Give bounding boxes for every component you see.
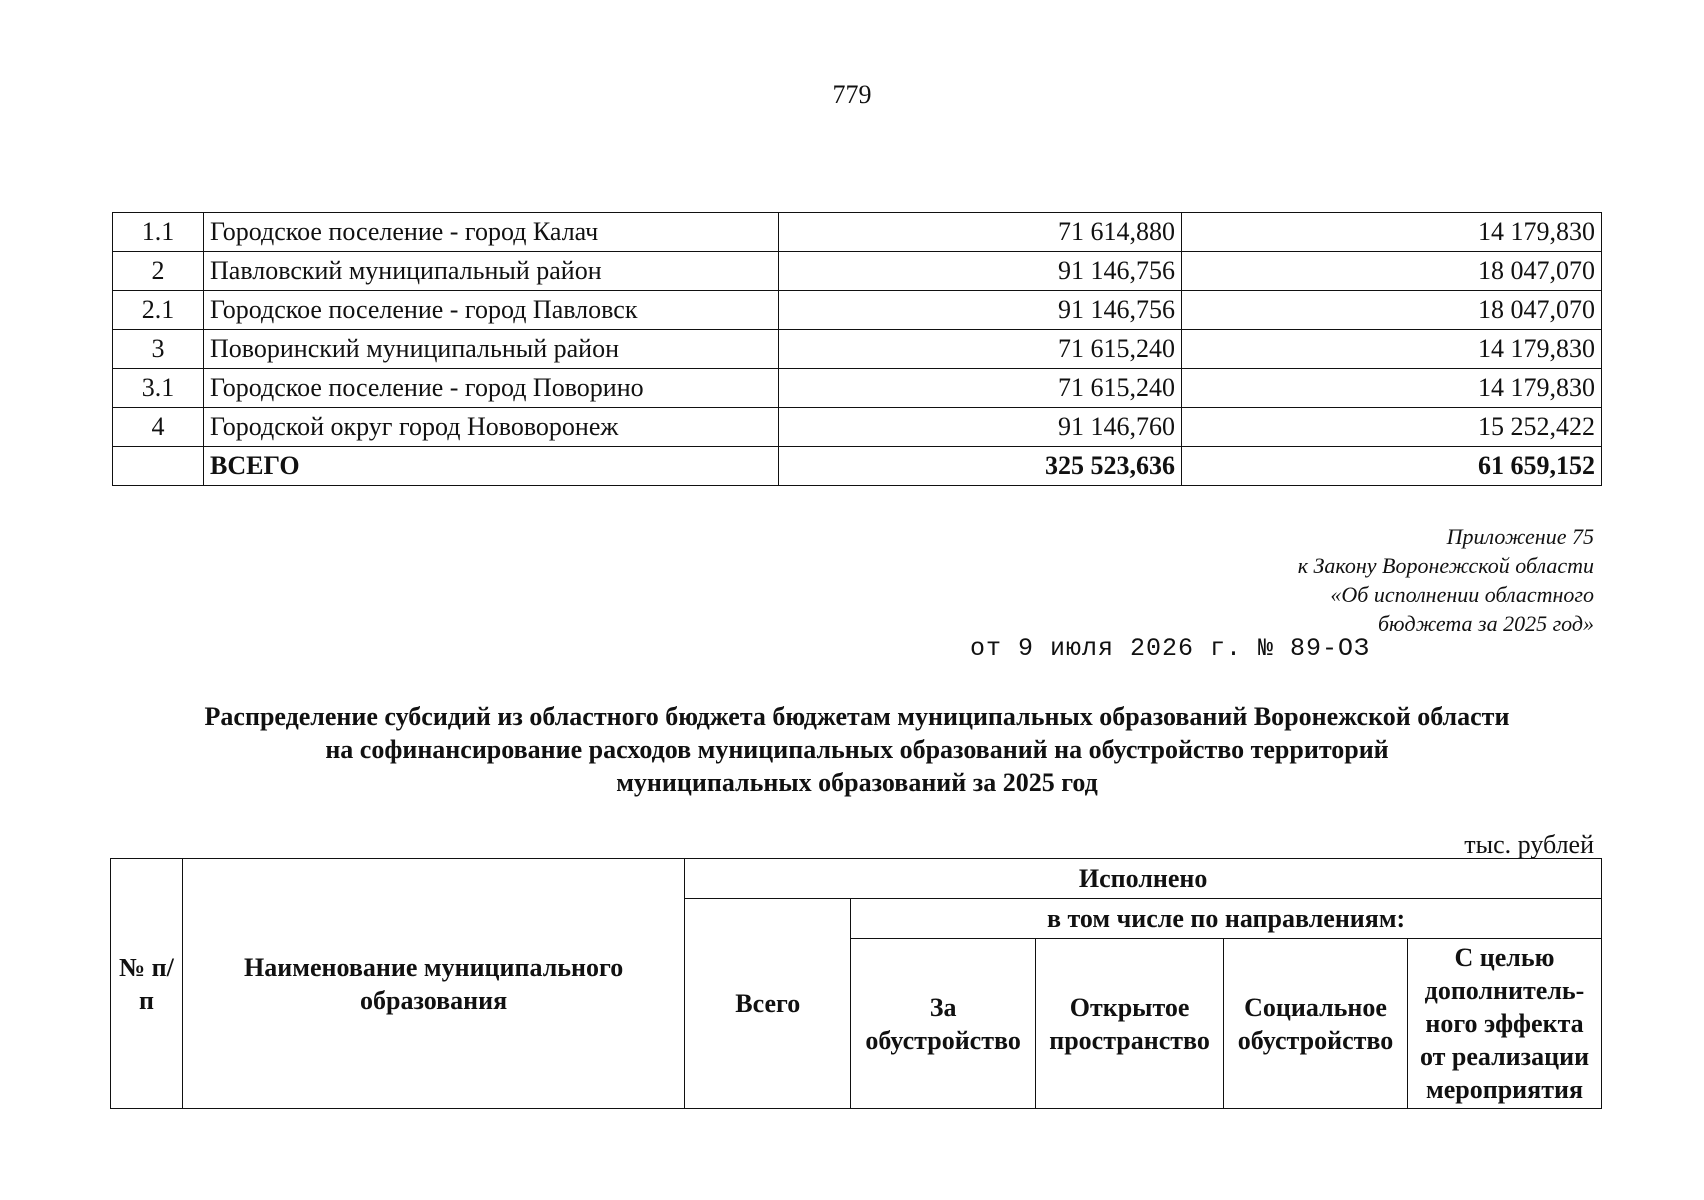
- header-total: Всего: [685, 899, 851, 1109]
- municipality-name: Городское поселение - город Поворино: [204, 369, 779, 408]
- annex-line: «Об исполнении областного: [1330, 582, 1594, 607]
- page-number: 779: [832, 80, 872, 109]
- municipality-name: Городское поселение - город Павловск: [204, 291, 779, 330]
- table-row: [113, 291, 1602, 330]
- total-value: 325 523,636: [779, 447, 1182, 486]
- table-row: [113, 369, 1602, 408]
- row-number: 3: [113, 330, 204, 369]
- annex-line: к Закону Воронежской области: [1297, 553, 1594, 578]
- continuation-table: [112, 212, 1602, 486]
- header-col-additional-effect: С целью дополнитель-ного эффекта от реализации мероприятия: [1408, 939, 1602, 1109]
- municipality-name: Поворинский муниципальный район: [204, 330, 779, 369]
- value-total: 91 146,760: [779, 408, 1182, 447]
- title-line: на софинансирование расходов муниципальных образований на обустройство территорий: [325, 735, 1389, 764]
- header-col-social: Социальное обустройство: [1224, 939, 1408, 1109]
- row-number: 2: [113, 252, 204, 291]
- annex-reference: [1298, 522, 1594, 638]
- row-number: 3.1: [113, 369, 204, 408]
- value-total: 91 146,756: [779, 252, 1182, 291]
- municipality-name: Городское поселение - город Калач: [204, 213, 779, 252]
- header-executed: Исполнено: [685, 859, 1602, 899]
- total-row: [113, 447, 1602, 486]
- header-col-improvement: За обустройство: [851, 939, 1036, 1109]
- value-total: 71 614,880: [779, 213, 1182, 252]
- value-total: 71 615,240: [779, 330, 1182, 369]
- title-line: муниципальных образований за 2025 год: [616, 768, 1098, 797]
- header-col-open-space: Открытое пространство: [1036, 939, 1224, 1109]
- document-title: [112, 700, 1602, 799]
- table-row: [113, 330, 1602, 369]
- annex-line: Приложение 75: [1446, 524, 1594, 549]
- table-row: [113, 408, 1602, 447]
- value-executed: 15 252,422: [1182, 408, 1602, 447]
- total-label: ВСЕГО: [204, 447, 779, 486]
- row-number: [113, 447, 204, 486]
- municipality-name: Городской округ город Нововоронеж: [204, 408, 779, 447]
- header-directions: в том числе по направлениям:: [851, 899, 1602, 939]
- value-executed: 14 179,830: [1182, 330, 1602, 369]
- annex-line: бюджета за 2025 год»: [1377, 611, 1594, 636]
- row-number: 4: [113, 408, 204, 447]
- value-executed: 18 047,070: [1182, 291, 1602, 330]
- municipality-name: Павловский муниципальный район: [204, 252, 779, 291]
- value-executed: 14 179,830: [1182, 213, 1602, 252]
- table-row: [113, 213, 1602, 252]
- header-name: Наименование муниципального образования: [182, 859, 684, 1109]
- header-number: № п/п: [111, 859, 183, 1109]
- law-date-stamp: от 9 июля 2026 г. № 89-ОЗ: [970, 634, 1371, 663]
- row-number: 1.1: [113, 213, 204, 252]
- units-label: тыс. рублей: [1464, 830, 1594, 859]
- value-total: 91 146,756: [779, 291, 1182, 330]
- value-executed: 14 179,830: [1182, 369, 1602, 408]
- value-total: 71 615,240: [779, 369, 1182, 408]
- row-number: 2.1: [113, 291, 204, 330]
- title-line: Распределение субсидий из областного бюджета бюджетам муниципальных образований Воронежской области: [204, 702, 1510, 731]
- table-row: [113, 252, 1602, 291]
- distribution-table-header: [110, 858, 1602, 1109]
- value-executed: 18 047,070: [1182, 252, 1602, 291]
- total-executed: 61 659,152: [1182, 447, 1602, 486]
